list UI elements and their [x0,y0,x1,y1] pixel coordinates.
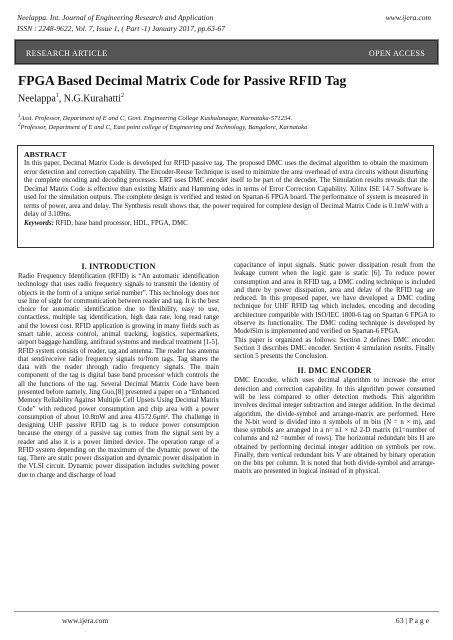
body-paragraph: capacitance of input signals. Static power dissipation result from the leakage current when the logic gate is static [6]. To reduce power consumption and area in RFID tag, a DMC coding technique is included and there by power dissipation, area and delay of the RFID tag are reduced. In this proposed paper, we have developed a DMC coding technique for UHF RFID tag which includes, encoding and decoding architecture compatible with ISO/IEC 1800-6 tag on Spartan 6 FPGA to observe its functionality. The DMC coding technique is developed by ModelSim is implemented and verified on Spartan-6 FPGA. [234,262,435,336]
author-affiliation-mark: 2 [120,93,124,99]
running-header-journal: Neelappa. Int. Journal of Engineering Research and Application [17,13,214,22]
affiliation [18,123,307,131]
author-name: Neelappa [18,93,56,105]
affiliation-mark: 1 [18,114,21,119]
body-paragraph: DMC Encoder, which uses decimal algorithm to increase the error detection and correction capability. In this algorithm power consumed will be less compared to other detection methods. This algorithm involves decimal integer subtraction and integer addition. In the decimal algorithm, the divide-symbol and arrange-matrix are performed. Here the N-bit word is divided into n symbols of m bits (N = n × m), and these symbols are arranged in a n= n1 × n2 2-D matrix (n1=number of columns and n2 =number of rows). The horizontal redundant bits H are obtained by performing decimal integer addition on symbols per row. Finally, then vertical redundant bits V are obtained by binary operation on the bits per column. It is noted that both divide-symbol and arrange-matrix are presented in logical instead of in physical. [234,377,435,476]
section-heading: I. INTRODUCTION [81,262,156,271]
abstract-box [17,145,434,248]
running-header-url[interactable]: www.ijera.com [385,13,431,22]
body-paragraph: This paper is organized as follows: Section 2 defines DMC encoder. Section 3 describes DMC encoder. Section 4 simulation results. Finally section 5 presents the Conclusion. [234,336,435,361]
keywords [24,220,428,228]
footer-url[interactable]: www.ijera.com [62,616,109,625]
abstract-heading: ABSTRACT [24,150,67,159]
affiliation-text: Professor, Department of E and C, East point college of Engineering and Technology, Bangalore, Karnataka [20,124,308,132]
keywords-label: Keywords: [24,219,54,227]
article-type-label: RESEARCH ARTICLE [26,49,108,58]
section-heading: II. DMC ENCODER [297,366,372,376]
paper-title: FPGA Based Decimal Matrix Code for Passive RFID Tag [18,73,347,88]
abstract-text: In this paper, Decimal Matrix Code is developed for RFID passive tag. The proposed DMC uses the decimal algorithm to obtain the maximum error detection and correction capability. The Encoder-Reuse Technique is used to minimize the area overhead of extra circuits without disturbing the complete encoding and decoding processes. ERT uses DMC encoder itself to be part of the decoder. The Simulation results reveals that the Decimal Matrix Code is effective than existing Matrix and Hamming odes in terms of Error Correction Capability. Xilinx ISE 14.7 Software is used for the simulation outputs. The complete design is verified and tested on Spartan-6 FPGA board. The performance of system is measured in terms of power, area and delay. The Synthesis result shows that, the power required for complete design of Decimal Matrix Code is 0.1mW with a delay of 3.109ns. [24,160,428,219]
right-column [234,262,435,477]
affiliation-mark: 2 [18,123,21,128]
left-column [18,262,219,480]
author-name: N.G.Kurahatti [63,93,121,105]
page-number: 63 | P a g e [395,616,429,625]
affiliation-text: Asst. Professor, Department of E and C, Govt. Engineering College Kushalanagar, Karnataka-571234. [20,115,293,123]
footer-rule [14,611,439,612]
author-affiliation-mark: 1 [55,93,59,99]
keywords-text: RFID, base band processor, HDL, FPGA, DMC [53,219,188,227]
body-paragraph: Radio Frequency Identification (RFID) is “An automatic identification technology that uses radio frequency signals to transmit the identity of objects in the form of a unique serial number”. This technology does not use line of sight for communication between reader and tag. It is the best choice for automatic identification due to flexibility, easy to use, contactless, multiple tag identification, high data rate, long read range and the lowest cost. RFID application is growing in many fields such as smart table, access control, animal tracking, logistics, supermarkets, airport baggage handling, antifraud systems and medical treatment [1-5]. RFID system consists of reader, tag and antenna. The reader has antenna that send/receive radio frequency signals to/from tags. Tag shares the data with the reader through radio frequency signals. The main component of the tag is digital base band processor which controls the all the functions of the tag. Several Decimal Matrix Code have been presented before namely, Jing Guo,[8] presented a paper on a “Enhanced Memory Reliability Against Multiple Cell Upsets Using Decimal Matrix Code” with reduced power consumption and chip area with a power consumption of about 10.8mW and area 41572.6μm². The challenge in designing UHF passive RFID tag is to reduce power consumption because the energy of a passive tag comes from the signal sent by a reader and also it is a power limited device. The operation range of a RFID system depending on the maximum of the dynamic power of the tag. There are static power dissipation and dynamic power dissipation in the VLSI circuit. Dynamic power dissipation includes switching power due to charge and discharge of load [18,273,219,479]
author-separator: , [58,93,64,105]
article-banner-inner [16,41,437,63]
article-banner [14,39,439,65]
author-line [18,93,124,104]
access-label: OPEN ACCESS [369,49,425,58]
affiliation [18,114,292,122]
running-header-issn: ISSN : 2248-9622, Vol. 7, Issue 1, ( Part -1) January 2017, pp.63-67 [17,24,225,33]
